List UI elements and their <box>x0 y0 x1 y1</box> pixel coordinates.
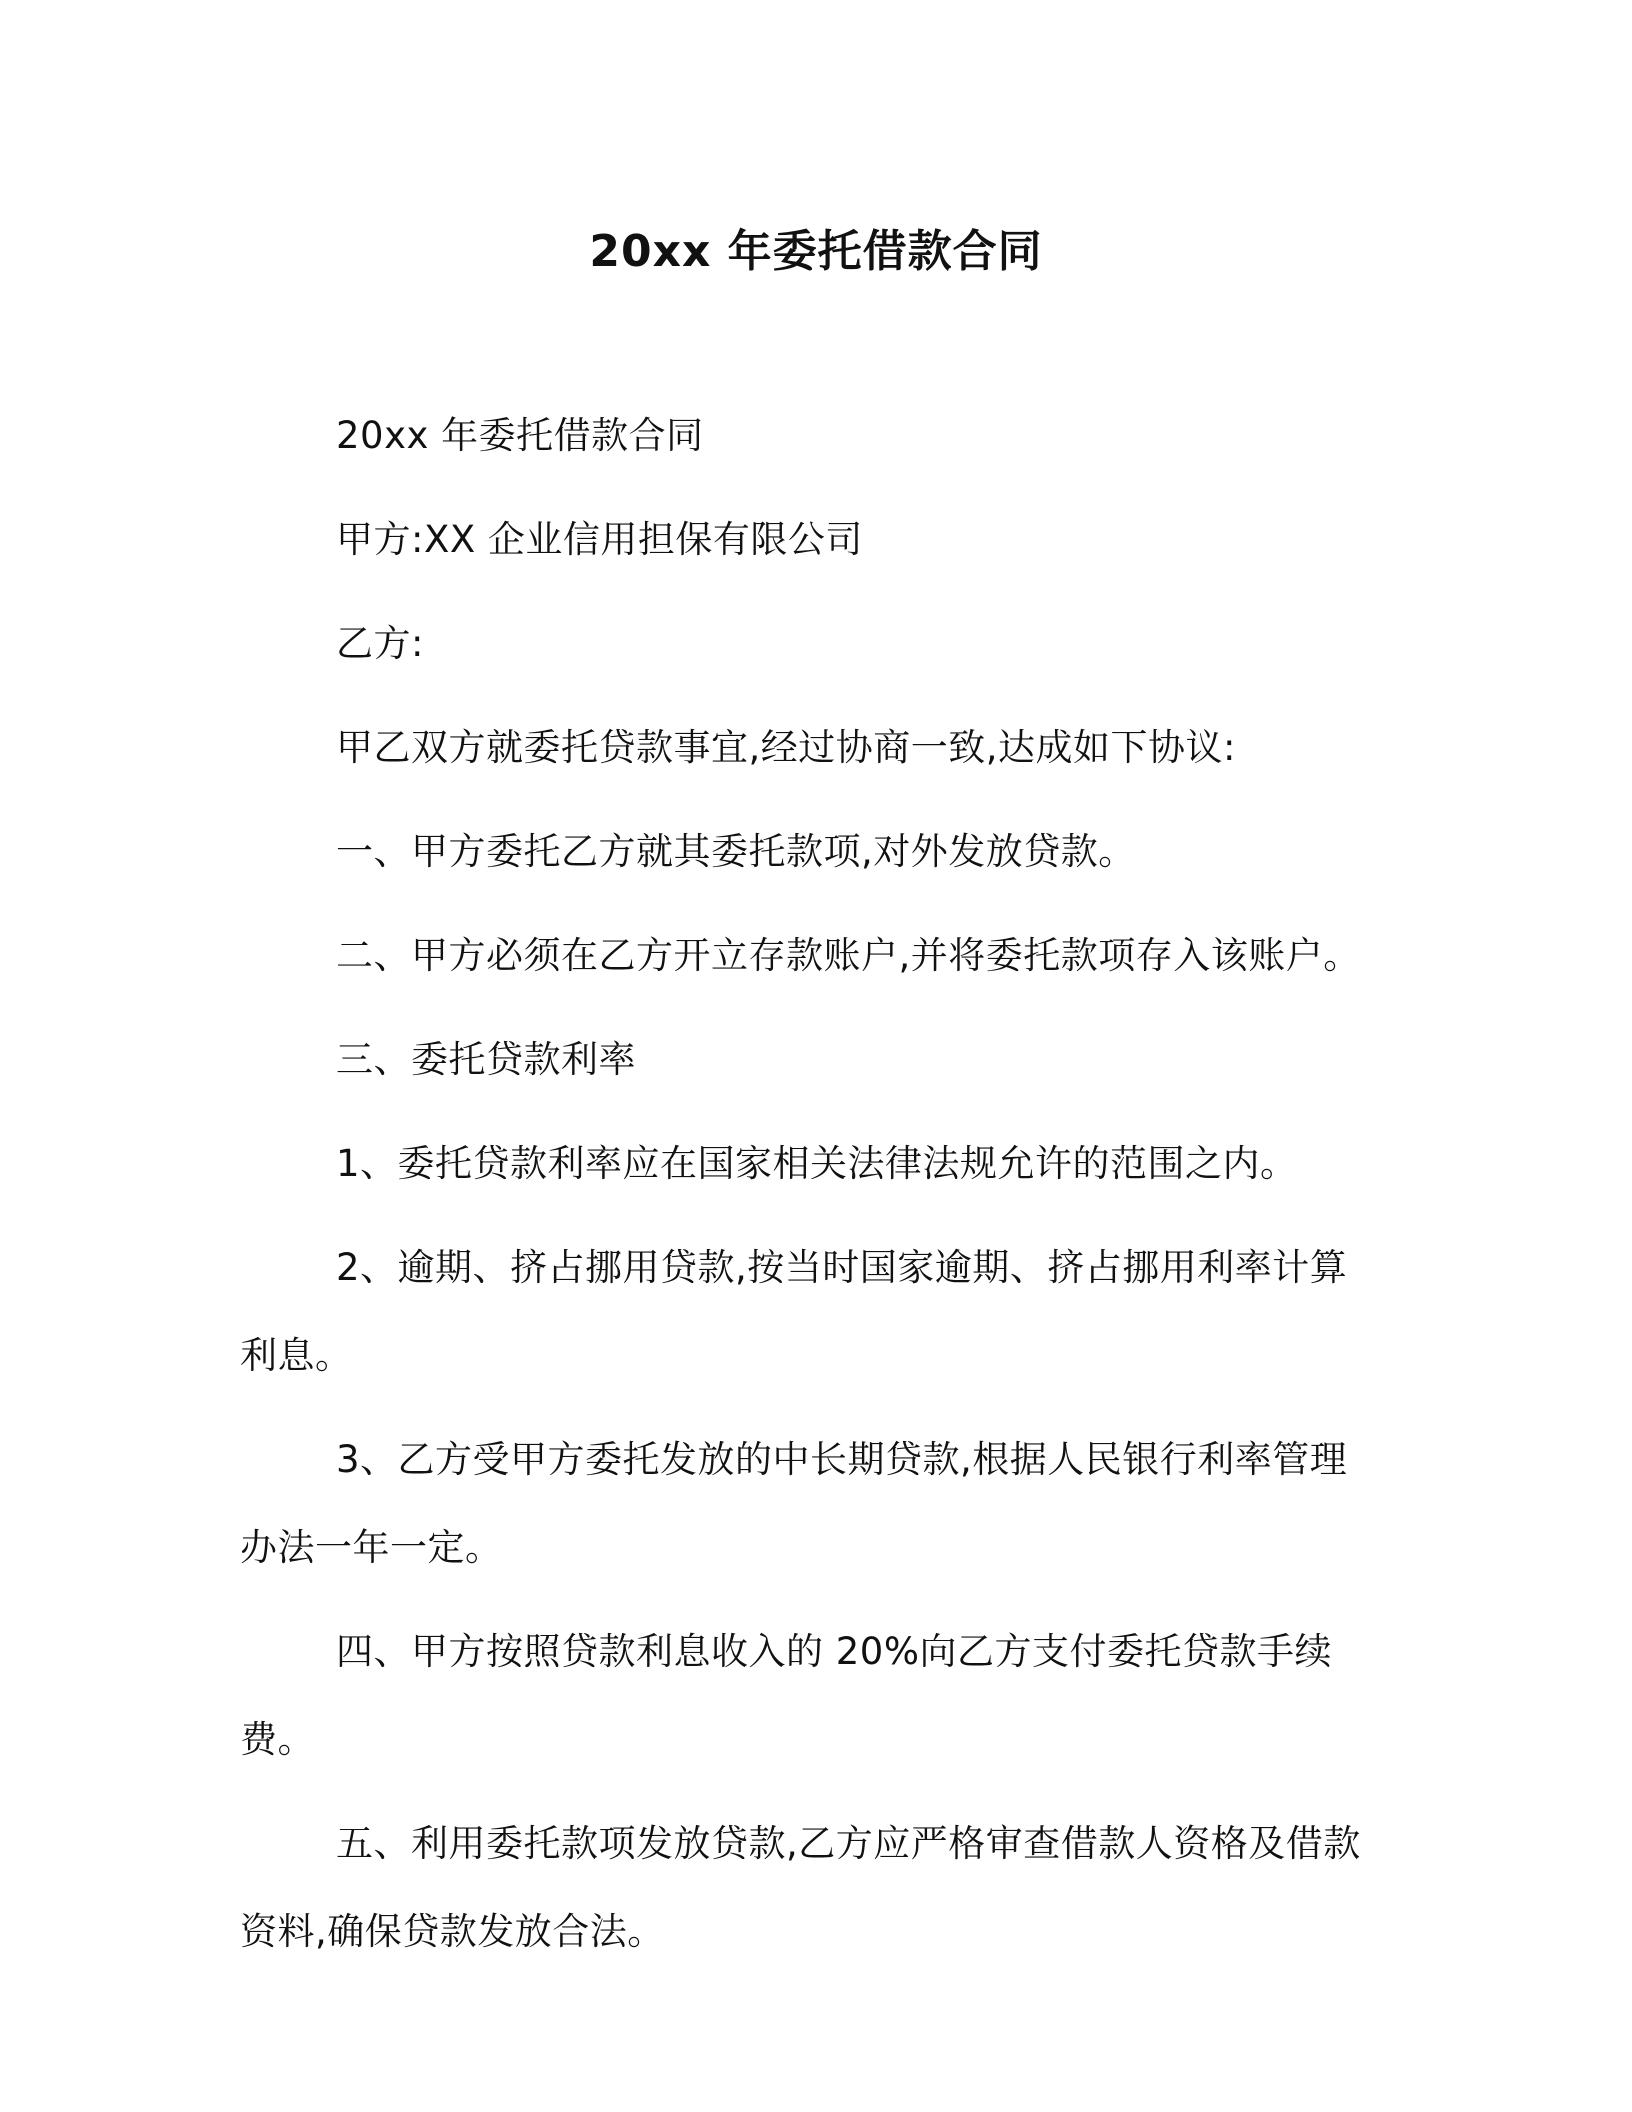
paragraph-party-a: 甲方:XX 企业信用担保有限公司 <box>336 518 863 561</box>
paragraph-clause-4: 四、甲方按照贷款利息收入的 20%向乙方支付委托贷款手续费。 <box>240 1630 1332 1761</box>
paragraph-clause-2: 二、甲方必须在乙方开立存款账户,并将委托款项存入该账户。 <box>336 934 1361 977</box>
paragraph-clause-3-item-2: 2、逾期、挤占挪用贷款,按当时国家逾期、挤占挪用利率计算利息。 <box>240 1246 1348 1377</box>
paragraph-clause-1: 一、甲方委托乙方就其委托款项,对外发放贷款。 <box>336 830 1136 873</box>
paragraph-subtitle: 20xx 年委托借款合同 <box>336 414 704 457</box>
paragraph-clause-3-item-1: 1、委托贷款利率应在国家相关法律法规允许的范围之内。 <box>336 1142 1298 1185</box>
paragraph-clause-3-heading: 三、委托贷款利率 <box>336 1038 636 1081</box>
paragraph-clause-5: 五、利用委托款项发放贷款,乙方应严格审查借款人资格及借款资料,确保贷款发放合法。 <box>240 1822 1361 1953</box>
paragraph-clause-3-item-3: 3、乙方受甲方委托发放的中长期贷款,根据人民银行利率管理办法一年一定。 <box>240 1438 1348 1569</box>
paragraph-party-b: 乙方: <box>336 622 424 665</box>
document-title: 20xx 年委托借款合同 <box>589 226 1043 277</box>
paragraph-preamble: 甲乙双方就委托贷款事宜,经过协商一致,达成如下协议: <box>336 726 1236 769</box>
document-body <box>240 392 1375 1992</box>
